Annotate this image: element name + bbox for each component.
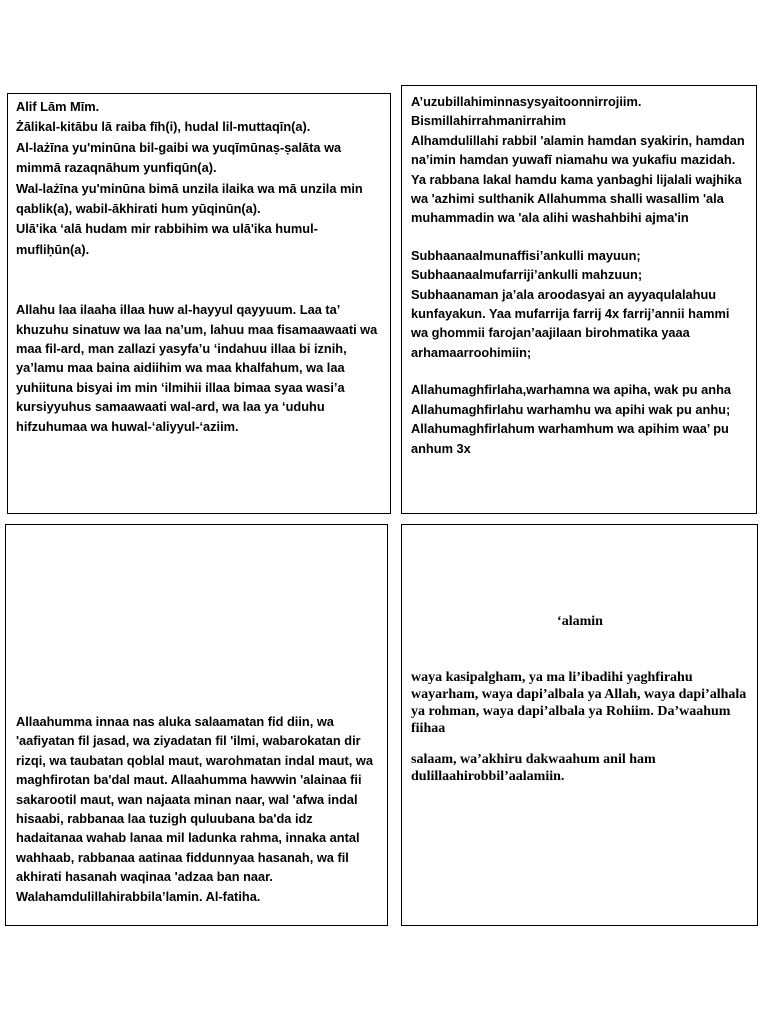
- ayat-kursi-paragraph: Allahu laa ilaaha illaa huw al-hayyul qayyuum. Laa ta’ khuzuhu sinatuw wa laa na’um, lahuu maa fisamaawaati wa maa fil-ard, man zallazi yasyfa’u ‘indahuu illaa bi iznih, ya’lamu maa baina aidiihim wa maa khalfahum, wa laa yuhiituna bisyai im min ‘ilmihii illaa bimaa syaa wasi’a kursiyyuhus samaawaati wal-ard, wa laa ya ‘uduhu hifzuhumaa wa huwal-‘aliyyul-‘aziim.: [16, 302, 378, 434]
- paragraph-spacer: [411, 362, 748, 380]
- alamin-heading: ‘alamin: [557, 614, 603, 629]
- subhaana-prayer-paragraph: Subhaanaalmunaffisi’ankulli mayuun; Subhaanaalmufarriji’ankulli mahzuun; Subhaanaman ja’ala aroodasyai an ayyaqulalahuu kunfayakun. Yaa mufarrija farrij 4x farrij’annii hammi wa ghommii farojan’aajilaan birohmatika yaaa arhamaarroohimiin;: [411, 247, 730, 360]
- text-box-bottom-left: [5, 524, 388, 926]
- paragraph-spacer: [16, 260, 382, 300]
- forgiveness-prayer-paragraph: Allahumaghfirlaha,warhamna wa apiha, wak pu anha Allahumaghfirlahu warhamhu wa apihi wak pu anhu; Allahumaghfirlahum warhamhum wa apihim waa’ pu anhum 3x: [411, 382, 732, 456]
- closing-prayer-paragraph: Allaahumma innaa nas aluka salaamatan fid diin, wa 'aafiyatan fil jasad, wa ziyadatan fil 'ilmi, wabarokatan dir rizqi, wa taubatan qoblal maut, warohmatan indal maut, wa maghfirotan ba'dal maut. Allaahumma hawwin 'alainaa fii sakarootil maut, wan najaata minan naar, wal 'afwa indal hisaabi, rabbanaa laa tuzigh quluubana ba'da idz hadaitanaa wahab lanaa mil ladunka rahma, innaka antal wahhaab, rabbanaa aatinaa fiddunnyaa hasanah, wa fil akhirati hasanah waqinaa 'adzaa ban naar. Walahamdulillahirabbila’lamin. Al-fatiha.: [16, 714, 373, 904]
- kasipalgham-prayer-paragraph: waya kasipalgham, ya ma li’ibadihi yaghfirahu wayarham, waya dapi’albala ya Allah, waya dapi’alhala ya rohman, waya dapi’albala ya Rohiim. Da’waahum fiihaa: [411, 670, 747, 736]
- opening-prayer-paragraph: A’uzubillahiminnasysyaitoonnirrojiim. Bismillahirrahmanirrahim Alhamdulillahi rabbil 'alamin hamdan syakirin, hamdan na’imin hamdan yuwafī niamahu wa yukafiu mazidah. Ya rabbana lakal hamdu kama yanbaghi lijalali wajhika wa 'azhimi sulthanik Allahumma shalli wasallim 'ala muhammadin wa 'ala alihi washahbihi ajma'in: [411, 94, 745, 226]
- text-box-top-left: [7, 93, 391, 514]
- paragraph-spacer: [411, 228, 748, 246]
- salaam-closing-paragraph: salaam, wa’akhiru dakwaahum anil ham dulillaahirobbil’aalamiin.: [411, 752, 656, 784]
- paragraph-spacer: [411, 630, 749, 669]
- text-box-bottom-right: [401, 524, 758, 926]
- quran-verses-paragraph: Alif Lām Mīm. Żālikal-kitābu lā raiba fīh(i), hudal lil-muttaqīn(a). Al-lażīna yu'minūna bil-gaibi wa yuqīmūnaṣ-ṣalāta wa mimmā razaqnāhum yunfiqūn(a). Wal-lażīna yu'minūna bimā unzila ilaika wa mā unzila min qablik(a), wabil-ākhirati hum yūqinūn(a). Ulā'ika ‘alā hudam mir rabbihim wa ulā'ika humul-mufliḥūn(a).: [16, 99, 363, 257]
- paragraph-spacer: [411, 737, 749, 751]
- text-box-top-right: [401, 85, 757, 514]
